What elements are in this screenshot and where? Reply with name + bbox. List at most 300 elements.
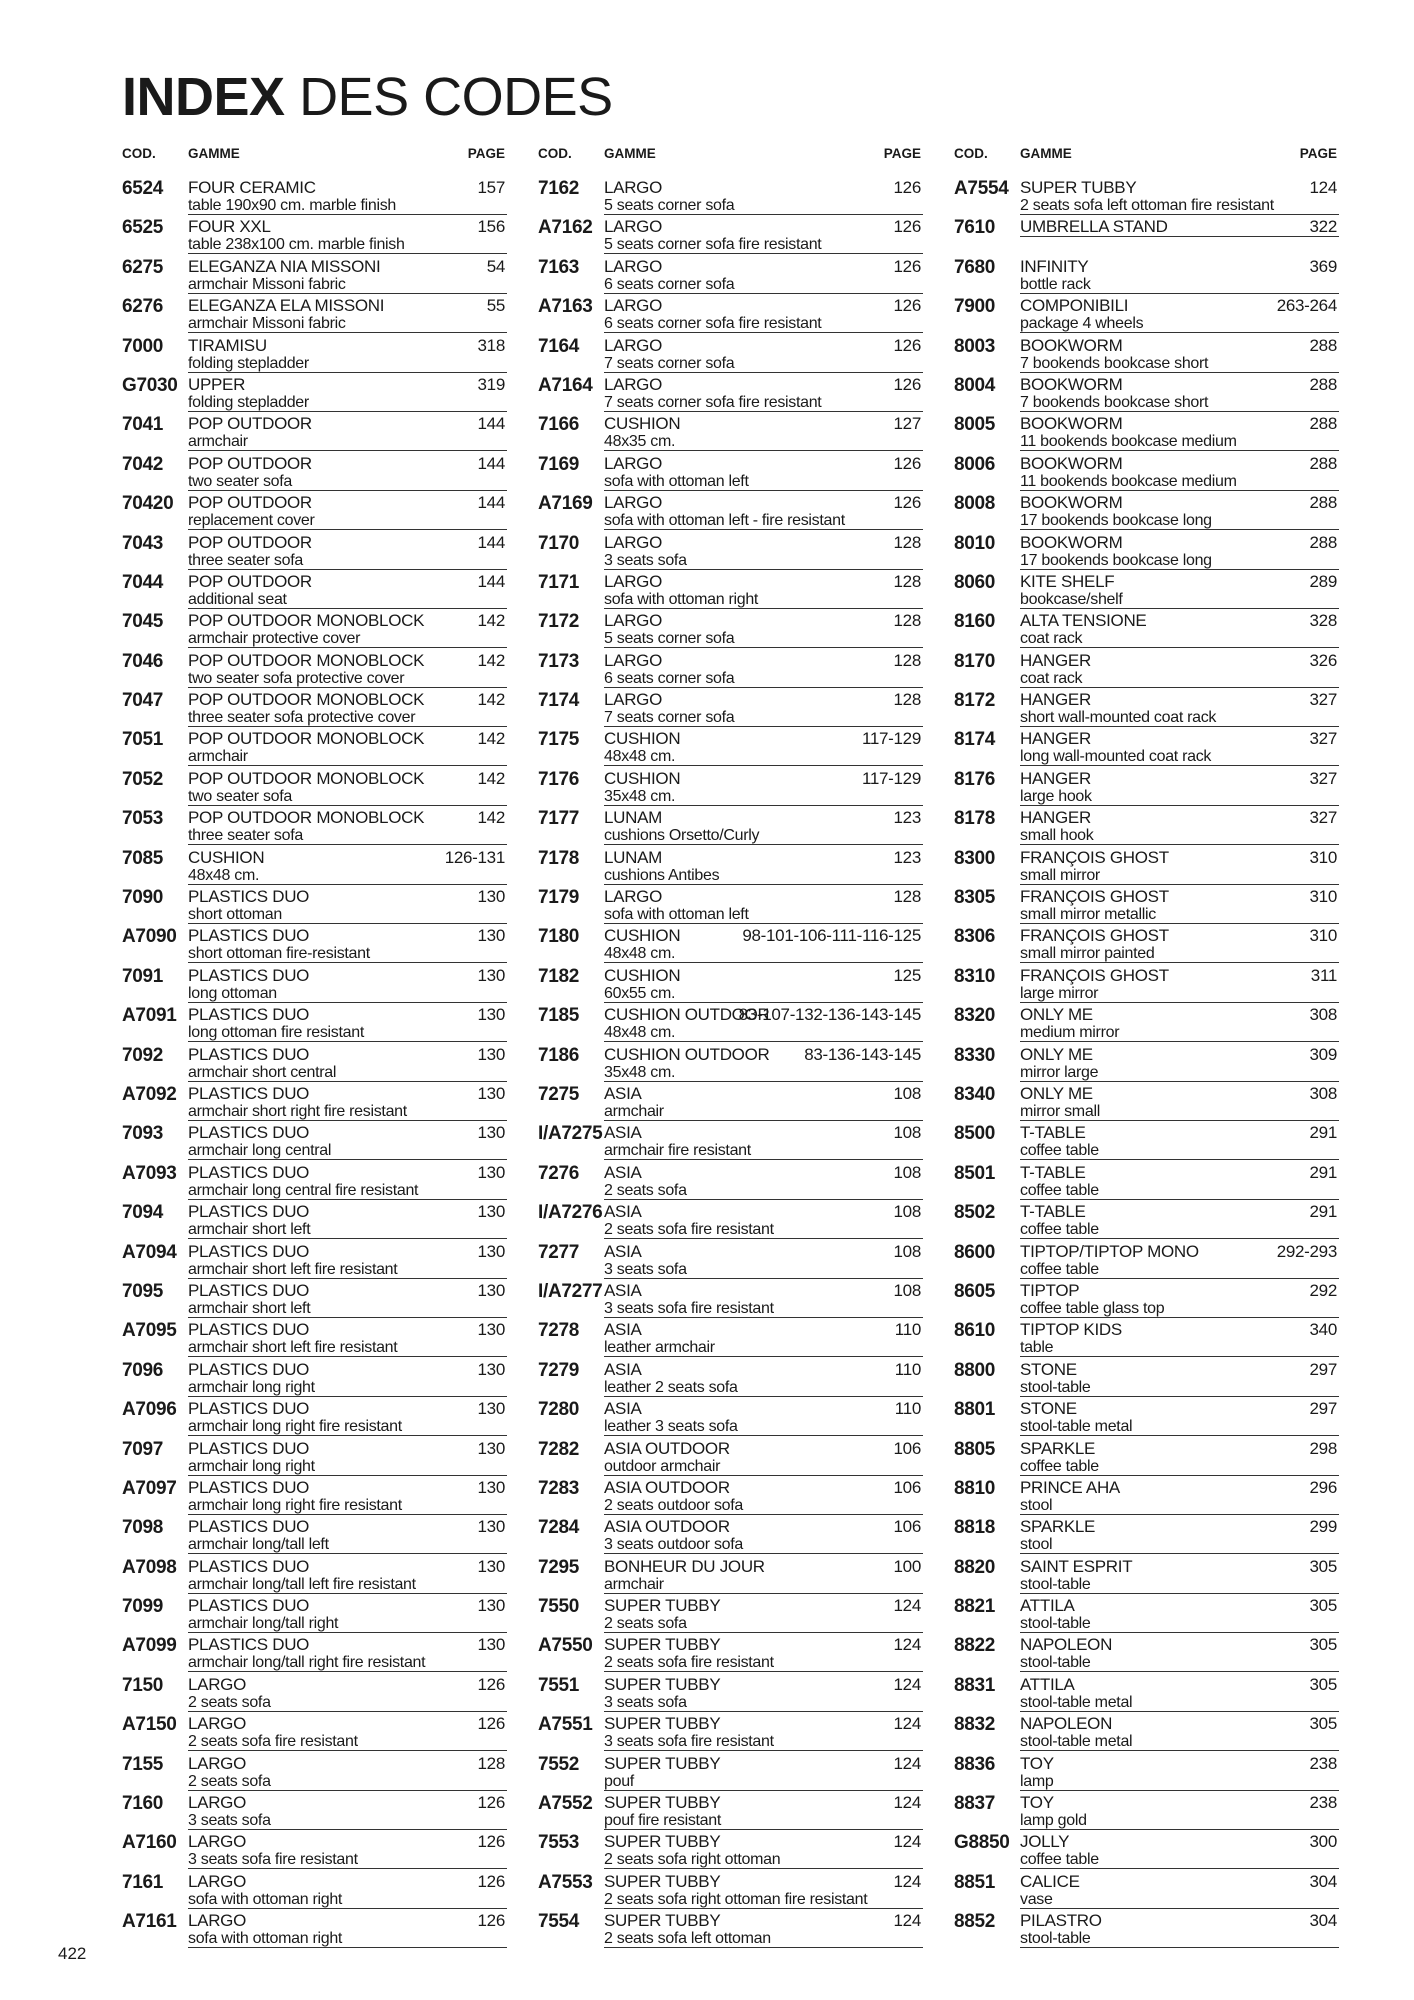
index-entry [538, 452, 923, 491]
entry-code: 7052 [122, 768, 164, 790]
entry-code: 7000 [122, 335, 164, 357]
entry-name: ALTA TENSIONE [1020, 611, 1147, 631]
entry-page: 126 [893, 453, 921, 473]
entry-name: PLASTICS DUO [188, 1005, 310, 1025]
entry-name: ELEGANZA NIA MISSONI [188, 256, 381, 276]
entry-code: 7177 [538, 808, 580, 830]
entry-code: 8851 [954, 1871, 996, 1893]
entry-page: 100 [893, 1556, 921, 1576]
entry-name: ASIA [604, 1320, 642, 1340]
index-entry [538, 1909, 923, 1948]
entry-page: 340 [1309, 1320, 1337, 1340]
entry-name: STONE [1020, 1399, 1077, 1419]
index-entry [538, 531, 923, 570]
entry-page: 126 [477, 1911, 505, 1931]
index-entry [538, 1318, 923, 1357]
entry-name: LARGO [188, 1714, 247, 1734]
entry-code: 8006 [954, 453, 996, 475]
entry-page: 126 [477, 1871, 505, 1891]
entry-code: 8836 [954, 1753, 996, 1775]
index-entry [954, 1358, 1339, 1397]
entry-description: 2 seats sofa left ottoman fire resistant [1020, 197, 1339, 215]
index-entry [954, 215, 1339, 254]
entry-page: 297 [1309, 1399, 1337, 1419]
entry-description: 17 bookends bookcase long [1020, 552, 1339, 570]
column-header [122, 146, 507, 176]
entry-page: 128 [893, 571, 921, 591]
entry-code: 8801 [954, 1399, 996, 1421]
entry-code: A7169 [538, 493, 593, 515]
entry-name: STONE [1020, 1359, 1077, 1379]
entry-page: 127 [893, 414, 921, 434]
index-entry [122, 885, 507, 924]
entry-name: LARGO [604, 650, 663, 670]
entry-description: coat rack [1020, 630, 1339, 648]
entry-code: 8004 [954, 374, 996, 396]
index-entry [122, 1003, 507, 1042]
entry-page: 322 [1309, 217, 1337, 237]
index-entry [954, 1397, 1339, 1436]
entry-page: 117-129 [861, 729, 921, 749]
entry-description: 48x48 cm. [604, 1024, 923, 1042]
index-entry [954, 1752, 1339, 1791]
entry-page: 298 [1309, 1438, 1337, 1458]
entry-description: coffee table [1020, 1142, 1339, 1160]
entry-page: 128 [893, 532, 921, 552]
entry-code: 7170 [538, 532, 580, 554]
index-entry [122, 531, 507, 570]
entry-description: small mirror painted [1020, 945, 1339, 963]
entry-page: 126 [893, 178, 921, 197]
index-entry [954, 1121, 1339, 1160]
entry-page: 106 [893, 1517, 921, 1537]
entry-name: FRANÇOIS GHOST [1020, 847, 1169, 867]
entry-name: SUPER TUBBY [604, 1596, 721, 1616]
entry-page: 123 [893, 808, 921, 828]
entry-name: BOOKWORM [1020, 374, 1123, 394]
entry-name: NAPOLEON [1020, 1714, 1113, 1734]
entry-code: 8818 [954, 1517, 996, 1539]
entry-name: LARGO [604, 690, 663, 710]
title-bold: INDEX [122, 67, 285, 127]
index-entry [954, 924, 1339, 963]
entry-name: SUPER TUBBY [604, 1753, 721, 1773]
entry-name: CUSHION [604, 768, 681, 788]
index-entry [122, 767, 507, 806]
index-entry [122, 1555, 507, 1594]
entry-description: 2 seats sofa right ottoman fire resistant [604, 1891, 923, 1909]
entry-name: CUSHION OUTDOOR [604, 1005, 770, 1025]
entry-name: PLASTICS DUO [188, 1517, 310, 1537]
index-entry [122, 452, 507, 491]
entry-name: BOOKWORM [1020, 335, 1123, 355]
entry-page: 123 [893, 847, 921, 867]
index-entry [954, 1043, 1339, 1082]
entry-name: LARGO [604, 217, 663, 237]
entry-description: large hook [1020, 788, 1339, 806]
entry-description: 2 seats sofa fire resistant [604, 1221, 923, 1239]
index-entry [954, 1791, 1339, 1830]
entry-description: folding stepladder [188, 394, 507, 412]
index-entry [954, 1712, 1339, 1751]
index-entry [954, 491, 1339, 530]
entry-code: 7042 [122, 453, 164, 475]
entry-code: 7554 [538, 1911, 580, 1933]
entry-page: 126-131 [444, 847, 505, 867]
entry-description: 3 seats sofa fire resistant [604, 1733, 923, 1751]
index-entry [122, 491, 507, 530]
entry-code: 8176 [954, 768, 996, 790]
entry-name: PLASTICS DUO [188, 1044, 310, 1064]
entry-code: 8310 [954, 965, 996, 987]
entry-code: 8172 [954, 690, 996, 712]
entry-name: PLASTICS DUO [188, 1162, 310, 1182]
index-entry [538, 1594, 923, 1633]
entry-description: long ottoman [188, 985, 507, 1003]
entry-name: CUSHION OUTDOOR [604, 1044, 770, 1064]
entry-description: sofa with ottoman left - fire resistant [604, 512, 923, 530]
entry-code: 7186 [538, 1044, 580, 1066]
entry-page: 130 [477, 1517, 505, 1537]
index-entry [122, 1476, 507, 1515]
entry-code: 7047 [122, 690, 164, 712]
entry-page: 144 [477, 571, 505, 591]
index-entry [954, 1200, 1339, 1239]
entry-description: 3 seats sofa [604, 1261, 923, 1279]
entry-page: 83-107-132-136-143-145 [738, 1005, 921, 1025]
entry-page: 124 [893, 1753, 921, 1773]
entry-description: 48x48 cm. [604, 945, 923, 963]
entry-name: TIPTOP KIDS [1020, 1320, 1122, 1340]
entry-description: 7 seats corner sofa [604, 355, 923, 373]
entry-page: 297 [1309, 1359, 1337, 1379]
entry-description: additional seat [188, 591, 507, 609]
index-entry [954, 176, 1339, 215]
entry-code: 7166 [538, 414, 580, 436]
entry-description: armchair Missoni fabric [188, 276, 507, 294]
index-entry [122, 1870, 507, 1909]
entry-page: 130 [477, 1280, 505, 1300]
entry-name: CUSHION [604, 926, 681, 946]
entry-page: 292 [1309, 1280, 1337, 1300]
entry-code: 7175 [538, 729, 580, 751]
index-entry [122, 924, 507, 963]
entry-page: 289 [1309, 571, 1337, 591]
index-entry [538, 688, 923, 727]
entry-code: 6275 [122, 256, 164, 278]
index-entry [954, 1633, 1339, 1672]
entry-name: SUPER TUBBY [1020, 178, 1137, 197]
index-entry [122, 1437, 507, 1476]
entry-name: FRANÇOIS GHOST [1020, 926, 1169, 946]
entry-page: 291 [1309, 1202, 1337, 1222]
index-entry [122, 412, 507, 451]
header-page: PAGE [883, 146, 921, 161]
entry-description: mirror large [1020, 1064, 1339, 1082]
entry-name: FRANÇOIS GHOST [1020, 887, 1169, 907]
entry-description: sofa with ottoman right [604, 591, 923, 609]
index-entry [538, 1437, 923, 1476]
entry-page: 110 [894, 1320, 921, 1340]
entry-description: leather armchair [604, 1339, 923, 1357]
entry-page: 142 [477, 768, 505, 788]
index-entry [538, 649, 923, 688]
entry-code: 7098 [122, 1517, 164, 1539]
entry-page: 126 [477, 1674, 505, 1694]
index-entry [538, 373, 923, 412]
entry-name: TOY [1020, 1793, 1054, 1813]
index-entry [954, 1476, 1339, 1515]
entry-name: LARGO [604, 453, 663, 473]
entry-description: 7 bookends bookcase short [1020, 355, 1339, 373]
entry-description: 35x48 cm. [604, 788, 923, 806]
entry-page: 128 [893, 887, 921, 907]
entry-name: ASIA [604, 1399, 642, 1419]
entry-page: 299 [1309, 1517, 1337, 1537]
index-entry [538, 1121, 923, 1160]
index-entry [954, 531, 1339, 570]
index-entry [122, 334, 507, 373]
entry-description: 11 bookends bookcase medium [1020, 473, 1339, 491]
entry-page: 54 [486, 256, 505, 276]
entry-name: BONHEUR DU JOUR [604, 1556, 765, 1576]
title-light: DES CODES [299, 67, 613, 127]
entry-name: SUPER TUBBY [604, 1832, 721, 1852]
rows [122, 176, 507, 1949]
entry-description: 5 seats corner sofa [604, 197, 923, 215]
entry-description: armchair long right fire resistant [188, 1418, 507, 1436]
index-entry [954, 649, 1339, 688]
index-entry [954, 1594, 1339, 1633]
entry-description: 5 seats corner sofa fire resistant [604, 236, 923, 254]
entry-description: 3 seats outdoor sofa [604, 1536, 923, 1554]
index-entry [122, 1318, 507, 1357]
entry-description: medium mirror [1020, 1024, 1339, 1042]
entry-name: TIPTOP/TIPTOP MONO [1020, 1241, 1199, 1261]
entry-description: coffee table [1020, 1851, 1339, 1869]
entry-description: stool-table [1020, 1930, 1339, 1948]
entry-page: 305 [1309, 1674, 1337, 1694]
entry-code: 7275 [538, 1083, 580, 1105]
index-entry [954, 885, 1339, 924]
entry-description: 5 seats corner sofa [604, 630, 923, 648]
entry-page: 309 [1309, 1044, 1337, 1064]
entry-code: 8605 [954, 1280, 996, 1302]
entry-page: 238 [1309, 1753, 1337, 1773]
entry-name: LARGO [188, 1793, 247, 1813]
entry-name: PLASTICS DUO [188, 1202, 310, 1222]
entry-name: LARGO [604, 493, 663, 513]
entry-page: 142 [477, 690, 505, 710]
entry-name: POP OUTDOOR [188, 532, 312, 552]
index-entry [122, 609, 507, 648]
entry-name: NAPOLEON [1020, 1635, 1113, 1655]
index-column-2 [538, 146, 923, 1949]
index-entry [538, 412, 923, 451]
entry-name: TIRAMISU [188, 335, 267, 355]
entry-code: 8060 [954, 571, 996, 593]
entry-code: 7680 [954, 256, 996, 278]
entry-page: 369 [1309, 256, 1337, 276]
header-gamme: GAMME [604, 146, 656, 161]
entry-page: 126 [893, 217, 921, 237]
entry-page: 124 [893, 1832, 921, 1852]
entry-description: stool-table metal [1020, 1694, 1339, 1712]
index-entry [122, 1121, 507, 1160]
index-entry [538, 1003, 923, 1042]
entry-name: CUSHION [604, 414, 681, 434]
entry-code: A7162 [538, 217, 593, 239]
rows [954, 176, 1339, 1949]
entry-code: 8305 [954, 887, 996, 909]
entry-description: short ottoman [188, 906, 507, 924]
entry-page: 305 [1309, 1635, 1337, 1655]
index-entry [538, 1752, 923, 1791]
entry-description: 2 seats sofa fire resistant [188, 1733, 507, 1751]
entry-code: 7164 [538, 335, 580, 357]
entry-page: 291 [1309, 1162, 1337, 1182]
entry-description: coffee table [1020, 1458, 1339, 1476]
entry-name: SUPER TUBBY [604, 1714, 721, 1734]
entry-description: large mirror [1020, 985, 1339, 1003]
entry-name: HANGER [1020, 650, 1091, 670]
entry-name: ONLY ME [1020, 1044, 1093, 1064]
entry-code: 7551 [538, 1674, 580, 1696]
entry-description: 17 bookends bookcase long [1020, 512, 1339, 530]
entry-page: 288 [1309, 335, 1337, 355]
entry-name: BOOKWORM [1020, 414, 1123, 434]
index-entry [538, 1515, 923, 1554]
entry-description: table 238x100 cm. marble finish [188, 236, 507, 254]
page-title [122, 67, 613, 127]
entry-page: 157 [477, 178, 505, 197]
entry-description: armchair [604, 1103, 923, 1121]
entry-page: 130 [477, 1005, 505, 1025]
entry-code: 8852 [954, 1911, 996, 1933]
entry-code: 7163 [538, 256, 580, 278]
entry-name: POP OUTDOOR MONOBLOCK [188, 690, 425, 710]
entry-name: UPPER [188, 374, 246, 394]
entry-page: 300 [1309, 1832, 1337, 1852]
entry-name: PLASTICS DUO [188, 1123, 310, 1143]
index-entry [122, 1515, 507, 1554]
entry-page: 305 [1309, 1596, 1337, 1616]
entry-name: PLASTICS DUO [188, 887, 310, 907]
entry-code: A7097 [122, 1477, 177, 1499]
index-entry [122, 1909, 507, 1948]
index-entry [954, 1515, 1339, 1554]
entry-description: 60x55 cm. [604, 985, 923, 1003]
entry-description: armchair [604, 1576, 923, 1594]
entry-code: A7098 [122, 1556, 177, 1578]
index-entry [538, 1043, 923, 1082]
entry-page: 117-129 [861, 768, 921, 788]
index-entry [122, 1791, 507, 1830]
index-entry [954, 964, 1339, 1003]
index-entry [954, 412, 1339, 451]
entry-description: 2 seats sofa [604, 1615, 923, 1633]
index-entry [954, 1909, 1339, 1948]
index-entry [954, 294, 1339, 333]
entry-page: 288 [1309, 532, 1337, 552]
entry-name: LARGO [604, 178, 663, 197]
entry-description: package 4 wheels [1020, 315, 1339, 333]
entry-page: 124 [1309, 178, 1337, 197]
entry-name: LUNAM [604, 847, 663, 867]
entry-page: 327 [1309, 808, 1337, 828]
entry-description: pouf [604, 1773, 923, 1791]
index-entry [122, 1752, 507, 1791]
entry-code: 7095 [122, 1280, 164, 1302]
entry-name: PLASTICS DUO [188, 926, 310, 946]
entry-code: 7051 [122, 729, 164, 751]
entry-description: three seater sofa [188, 827, 507, 845]
index-entry [122, 727, 507, 766]
entry-page: 130 [477, 1320, 505, 1340]
index-entry [122, 294, 507, 333]
entry-name: ELEGANZA ELA MISSONI [188, 296, 385, 316]
entry-name: POP OUTDOOR MONOBLOCK [188, 650, 425, 670]
entry-description: armchair long/tall left fire resistant [188, 1576, 507, 1594]
entry-code: I/A7276 [538, 1202, 603, 1224]
entry-name: HANGER [1020, 729, 1091, 749]
entry-page: 156 [477, 217, 505, 237]
entry-code: 7046 [122, 650, 164, 672]
index-entry [538, 885, 923, 924]
entry-code: A7090 [122, 926, 177, 948]
entry-code: 8610 [954, 1320, 996, 1342]
entry-code: 7150 [122, 1674, 164, 1696]
index-entry [954, 767, 1339, 806]
entry-page: 288 [1309, 374, 1337, 394]
index-entry [954, 688, 1339, 727]
entry-name: TOY [1020, 1753, 1054, 1773]
entry-name: POP OUTDOOR [188, 493, 312, 513]
entry-name: SUPER TUBBY [604, 1635, 721, 1655]
entry-code: 7277 [538, 1241, 580, 1263]
entry-page: 130 [477, 1438, 505, 1458]
entry-description: small mirror [1020, 867, 1339, 885]
entry-page: 130 [477, 1044, 505, 1064]
entry-page: 142 [477, 611, 505, 631]
entry-description: sofa with ottoman left [604, 473, 923, 491]
index-entry [122, 1594, 507, 1633]
entry-page: 130 [477, 1123, 505, 1143]
entry-name: LARGO [604, 571, 663, 591]
entry-page: 318 [477, 335, 505, 355]
entry-name: SUPER TUBBY [604, 1793, 721, 1813]
index-entry [954, 1673, 1339, 1712]
entry-name: SUPER TUBBY [604, 1871, 721, 1891]
entry-code: A7550 [538, 1635, 593, 1657]
entry-description: armchair short left fire resistant [188, 1339, 507, 1357]
entry-code: 8340 [954, 1083, 996, 1105]
entry-description: small mirror metallic [1020, 906, 1339, 924]
entry-name: PLASTICS DUO [188, 965, 310, 985]
entry-description: two seater sofa [188, 788, 507, 806]
entry-name: LARGO [604, 374, 663, 394]
entry-code: 7161 [122, 1871, 164, 1893]
index-entry [538, 1673, 923, 1712]
entry-description: stool-table [1020, 1379, 1339, 1397]
index-entry [538, 1633, 923, 1672]
entry-description: mirror small [1020, 1103, 1339, 1121]
entry-description: stool-table metal [1020, 1733, 1339, 1751]
entry-description: armchair short left [188, 1300, 507, 1318]
entry-name: POP OUTDOOR MONOBLOCK [188, 611, 425, 631]
entry-name: POP OUTDOOR MONOBLOCK [188, 808, 425, 828]
entry-code: 7182 [538, 965, 580, 987]
